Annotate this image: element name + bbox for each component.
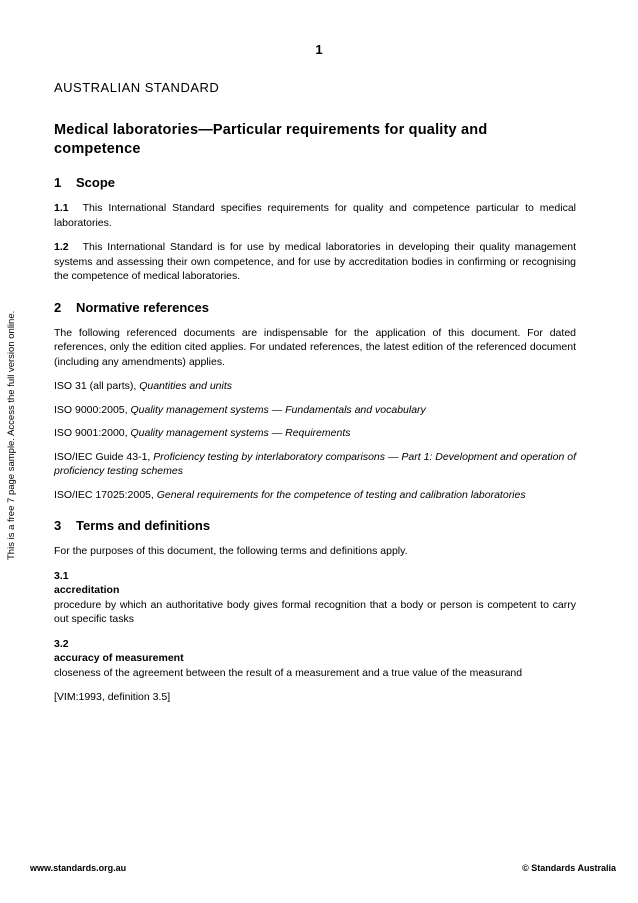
page-number: 1 — [315, 42, 323, 57]
reference-item — [54, 403, 576, 418]
footer-website-link[interactable]: www.standards.org.au — [30, 863, 127, 873]
section-heading — [54, 300, 576, 315]
reference-item — [54, 488, 576, 503]
section-title: Terms and definitions — [76, 518, 211, 533]
reference-code: ISO/IEC 17025:2005, — [54, 488, 157, 501]
section-heading — [54, 175, 576, 190]
section-number: 2 — [54, 299, 62, 315]
term-number: 3.1 — [54, 569, 69, 582]
section-scope — [54, 175, 576, 284]
section-number: 3 — [54, 518, 62, 533]
term-number: 3.2 — [54, 637, 69, 650]
reference-code: ISO/IEC Guide 43-1, — [54, 450, 154, 463]
standard-label: AUSTRALIAN STANDARD — [54, 80, 220, 95]
section-intro: The following referenced documents are indispensable for the application of this document. For dated references, only the edition cited applies. For undated references, the latest edition of the referenced document (including any amendments) applies. — [54, 326, 576, 368]
section-title: Normative references — [76, 299, 209, 315]
sample-side-note: This is a free 7 page sample. Access the full version online. — [6, 310, 17, 560]
clause-text: This International Standard is for use by medical laboratories in developing their quality management systems and assessing their own competence, and for use by accreditation bodies in confirming or recognising the competence of medical laboratories. — [54, 241, 576, 282]
term-source-note: [VIM:1993, definition 3.5] — [54, 691, 171, 703]
reference-title: Quantities and units — [139, 380, 233, 392]
reference-title: Quality management systems — Fundamentals and vocabulary — [130, 403, 426, 416]
clause-number: 1.1 — [54, 202, 69, 214]
reference-code: ISO 9000:2005, — [54, 403, 131, 416]
term-entry — [54, 637, 576, 681]
term-entry — [54, 569, 576, 627]
term-definition: procedure by which an authoritative body gives formal recognition that a body or person is competent to carry out specific tasks — [54, 598, 576, 625]
reference-item — [54, 426, 576, 441]
reference-title: Proficiency testing by interlaboratory comparisons — Part 1: Development and operation of proficiency testing schemes — [54, 450, 576, 477]
section-number: 1 — [54, 175, 62, 190]
section-normative-references — [54, 300, 576, 503]
reference-code: ISO 9001:2000, — [54, 427, 131, 439]
reference-title: General requirements for the competence of testing and calibration laboratories — [156, 488, 526, 501]
section-terms-definitions — [54, 518, 576, 705]
clause-number: 1.2 — [54, 241, 69, 253]
term-name: accuracy of measurement — [54, 652, 184, 664]
reference-item — [54, 379, 576, 394]
clause-text: This International Standard specifies requirements for quality and competence particular to medical laboratories. — [54, 202, 576, 229]
section-title: Scope — [76, 175, 116, 190]
document-body — [54, 80, 576, 721]
reference-title: Quality management systems — Requirements — [130, 427, 351, 439]
reference-code: ISO 31 (all parts), — [54, 380, 140, 392]
document-title: Medical laboratories—Particular requirements for quality and competence — [54, 122, 488, 157]
term-definition: closeness of the agreement between the result of a measurement and a true value of the measurand — [54, 666, 523, 679]
clause — [54, 240, 576, 284]
section-heading — [54, 518, 576, 533]
term-name: accreditation — [54, 584, 120, 596]
footer-copyright: © Standards Australia — [522, 863, 616, 873]
clause — [54, 201, 576, 230]
reference-item — [54, 450, 576, 479]
section-intro: For the purposes of this document, the following terms and definitions apply. — [54, 545, 408, 557]
